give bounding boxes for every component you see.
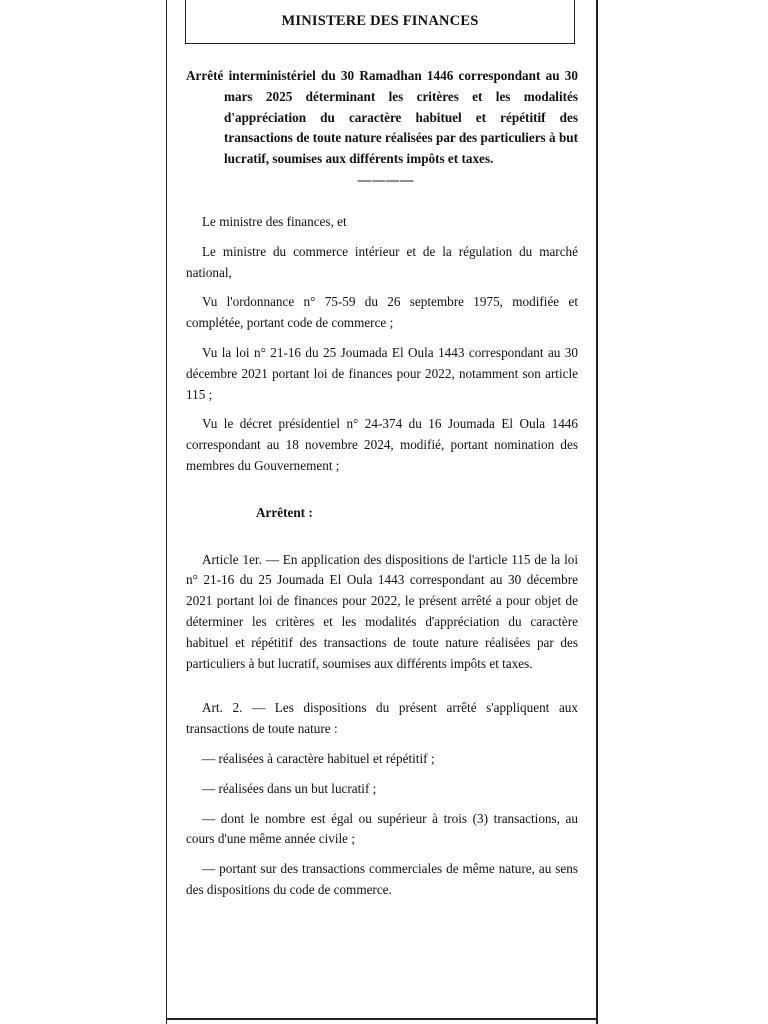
ministry-title: MINISTERE DES FINANCES: [281, 13, 479, 29]
ministry-header-box: [185, 0, 575, 44]
preamble-ministers: Le ministre des finances, et: [202, 213, 347, 229]
document-body: [186, 66, 578, 901]
article-2-item: — réalisées à caractère habituel et répétitif ;: [202, 750, 435, 766]
article-2-item: — réalisées dans un but lucratif ;: [202, 780, 377, 796]
article-2-intro: Art. 2. — Les dispositions du présent arrêté s'appliquent aux transactions de toute nature :: [186, 700, 578, 737]
article-1: Article 1er. — En application des dispositions de l'article 115 de la loi n° 21-16 du 25 Joumada El Oula 1443 correspondant au 30 décembre 2021 portant loi de finances pour 2022, le présent arrêté a pour objet de déterminer les critères et les modalités d'appréciation du caractère habituel et répétitif des transactions de toute nature réalisées par des particuliers à but lucratif, soumises aux différents impôts et taxes.: [186, 551, 578, 671]
article-2-item: — dont le nombre est égal ou supérieur à trois (3) transactions, au cours d'une même année civile ;: [186, 810, 578, 847]
visa-loi-finances: Vu la loi n° 21-16 du 25 Joumada El Oula 1443 correspondant au 30 décembre 2021 portant loi de finances pour 2022, notamment son article 115 ;: [186, 344, 578, 402]
visa-ordonnance: Vu l'ordonnance n° 75-59 du 26 septembre 1975, modifiée et complétée, portant code de commerce ;: [186, 294, 578, 331]
decree-heading: Arrêté interministériel du 30 Ramadhan 1446 correspondant au 30 mars 2025 déterminant les critères et les modalités d'appréciation du caractère habituel et répétitif des transactions de toute nature réalisées par des particuliers à but lucratif, soumises aux différents impôts et taxes.: [186, 68, 578, 167]
heading-separator: ————: [357, 171, 415, 187]
article-2-item: — portant sur des transactions commerciales de même nature, au sens des dispositions du code de commerce.: [186, 861, 578, 897]
page-bottom-rule: [166, 1018, 598, 1020]
preamble-commerce-minister: Le ministre du commerce intérieur et de la régulation du marché national,: [186, 243, 578, 280]
arretent-heading: Arrêtent :: [256, 504, 313, 520]
visa-decret-presidentiel: Vu le décret présidentiel n° 24-374 du 16 Joumada El Oula 1446 correspondant au 18 novembre 2024, modifié, portant nomination des membres du Gouvernement ;: [186, 416, 578, 473]
